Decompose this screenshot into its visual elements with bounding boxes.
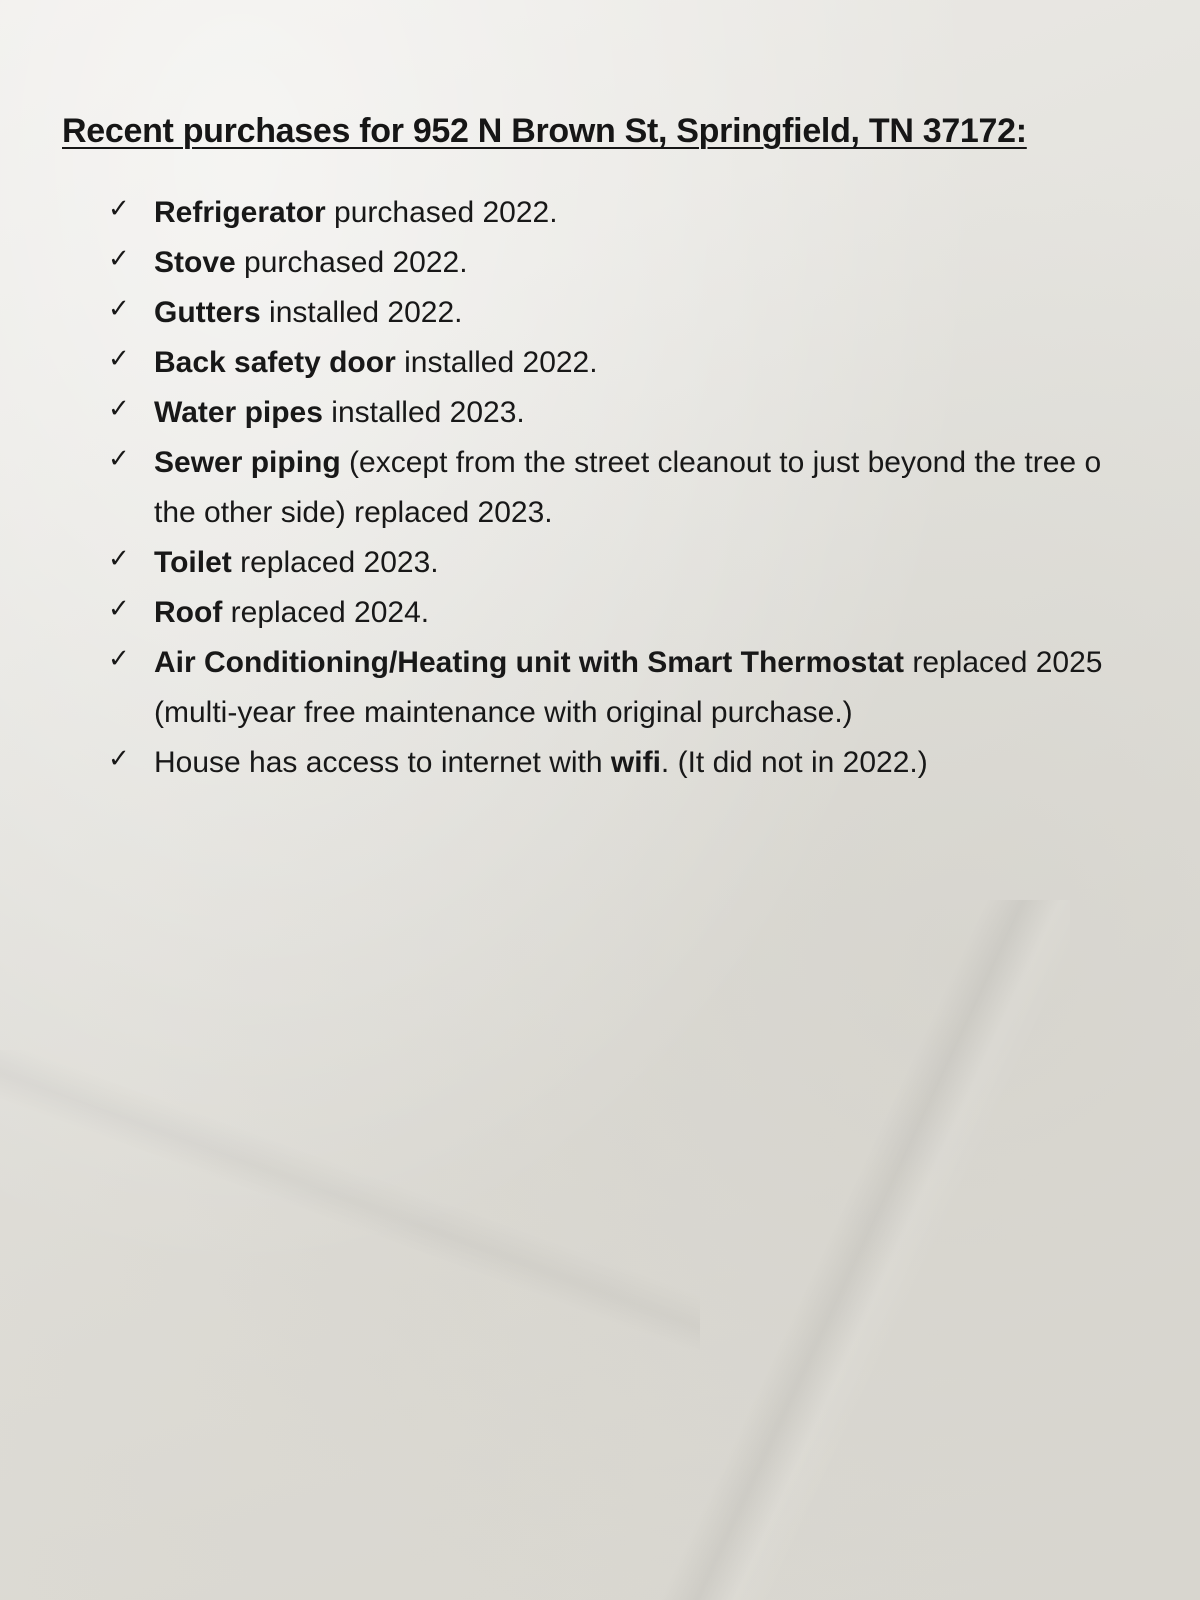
- purchase-list: [108, 188, 1200, 788]
- item-text: purchased 2022.: [235, 246, 468, 279]
- list-item: [108, 338, 1200, 388]
- item-text: replaced 2025: [904, 646, 1103, 679]
- paper-crease: [0, 1050, 700, 1350]
- item-bold-text: Sewer piping: [154, 446, 341, 479]
- checkmark-icon: ✓: [108, 544, 130, 574]
- checkmark-icon: ✓: [108, 644, 130, 674]
- checkmark-icon: ✓: [108, 244, 130, 274]
- item-text: installed 2022.: [260, 296, 463, 329]
- list-item: [108, 588, 1200, 638]
- document-title: [62, 112, 1027, 151]
- item-bold-text: Back safety door: [154, 346, 396, 379]
- item-text: purchased 2022.: [325, 196, 558, 229]
- checkmark-icon: ✓: [108, 294, 130, 324]
- checkmark-icon: ✓: [108, 194, 130, 224]
- item-bold-text: Refrigerator: [154, 196, 326, 229]
- paper-crease: [650, 900, 1070, 1600]
- item-text: replaced 2024.: [222, 596, 430, 629]
- item-text: installed 2023.: [322, 396, 525, 429]
- item-lead-text: House has access to internet with: [154, 746, 611, 779]
- item-text: installed 2022.: [395, 346, 598, 379]
- item-bold-text: Air Conditioning/Heating unit with Smart Thermostat: [154, 646, 904, 679]
- item-bold-text: Toilet: [154, 546, 232, 579]
- list-item: [108, 238, 1200, 288]
- item-bold-text: wifi: [610, 746, 661, 779]
- list-item: [108, 738, 1200, 788]
- list-item: [108, 438, 1200, 538]
- item-bold-text: Water pipes: [154, 396, 323, 429]
- checkmark-icon: ✓: [108, 594, 130, 624]
- item-text: . (It did not in 2022.): [660, 746, 928, 779]
- item-text: replaced 2023.: [231, 546, 439, 579]
- item-bold-text: Roof: [154, 596, 223, 629]
- list-item: [108, 388, 1200, 438]
- item-text: (except from the street cleanout to just beyond the tree o: [340, 446, 1102, 479]
- item-continuation-text: the other side) replaced 2023.: [154, 496, 553, 529]
- checkmark-icon: ✓: [108, 444, 130, 474]
- document-title-text: Recent purchases for 952 N Brown St, Springfield, TN 37172:: [62, 112, 1027, 150]
- item-continuation-text: (multi-year free maintenance with original purchase.): [154, 696, 853, 729]
- checkmark-icon: ✓: [108, 394, 130, 424]
- list-item: [108, 188, 1200, 238]
- list-item: [108, 538, 1200, 588]
- item-bold-text: Stove: [154, 246, 236, 279]
- checkmark-icon: ✓: [108, 344, 130, 374]
- item-bold-text: Gutters: [154, 296, 261, 329]
- list-item: [108, 638, 1200, 738]
- checkmark-icon: ✓: [108, 744, 130, 774]
- list-item: [108, 288, 1200, 338]
